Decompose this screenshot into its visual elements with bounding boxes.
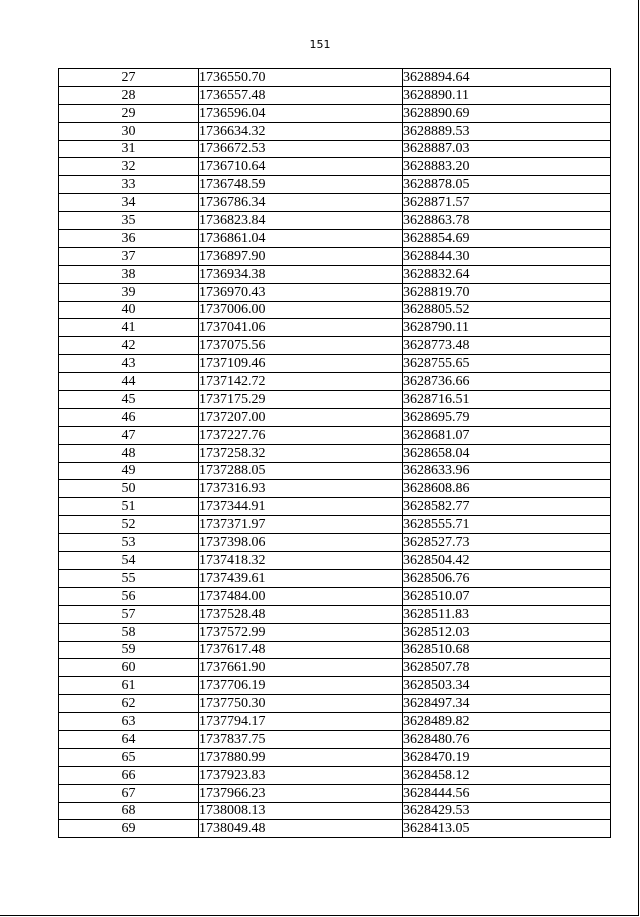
y-coordinate-cell: 3628871.57: [403, 194, 611, 212]
y-coordinate-cell: 3628890.11: [403, 86, 611, 104]
x-coordinate-cell: 1736861.04: [199, 230, 403, 248]
page-number: 151: [309, 38, 331, 51]
point-number-cell: 66: [59, 766, 199, 784]
y-coordinate-cell: 3628695.79: [403, 408, 611, 426]
y-coordinate-cell: 3628773.48: [403, 337, 611, 355]
x-coordinate-cell: 1736634.32: [199, 122, 403, 140]
point-number-cell: 59: [59, 641, 199, 659]
coordinates-table-body: [59, 69, 611, 838]
x-coordinate-cell: 1737880.99: [199, 748, 403, 766]
y-coordinate-cell: 3628497.34: [403, 695, 611, 713]
y-coordinate-cell: 3628755.65: [403, 355, 611, 373]
table-row: [59, 784, 611, 802]
y-coordinate-cell: 3628480.76: [403, 730, 611, 748]
x-coordinate-cell: 1737175.29: [199, 391, 403, 409]
table-row: [59, 86, 611, 104]
table-row: [59, 373, 611, 391]
table-row: [59, 748, 611, 766]
table-row: [59, 140, 611, 158]
y-coordinate-cell: 3628504.42: [403, 552, 611, 570]
table-row: [59, 516, 611, 534]
x-coordinate-cell: 1736710.64: [199, 158, 403, 176]
y-coordinate-cell: 3628470.19: [403, 748, 611, 766]
table-row: [59, 158, 611, 176]
point-number-cell: 56: [59, 587, 199, 605]
point-number-cell: 40: [59, 301, 199, 319]
x-coordinate-cell: 1736748.59: [199, 176, 403, 194]
point-number-cell: 39: [59, 283, 199, 301]
x-coordinate-cell: 1737966.23: [199, 784, 403, 802]
x-coordinate-cell: 1736786.34: [199, 194, 403, 212]
y-coordinate-cell: 3628503.34: [403, 677, 611, 695]
point-number-cell: 57: [59, 605, 199, 623]
point-number-cell: 38: [59, 265, 199, 283]
table-row: [59, 283, 611, 301]
x-coordinate-cell: 1737207.00: [199, 408, 403, 426]
table-row: [59, 587, 611, 605]
point-number-cell: 49: [59, 462, 199, 480]
point-number-cell: 54: [59, 552, 199, 570]
y-coordinate-cell: 3628681.07: [403, 426, 611, 444]
table-row: [59, 426, 611, 444]
y-coordinate-cell: 3628887.03: [403, 140, 611, 158]
table-row: [59, 766, 611, 784]
y-coordinate-cell: 3628506.76: [403, 569, 611, 587]
y-coordinate-cell: 3628512.03: [403, 623, 611, 641]
x-coordinate-cell: 1736970.43: [199, 283, 403, 301]
table-row: [59, 230, 611, 248]
point-number-cell: 51: [59, 498, 199, 516]
table-row: [59, 605, 611, 623]
y-coordinate-cell: 3628429.53: [403, 802, 611, 820]
point-number-cell: 58: [59, 623, 199, 641]
point-number-cell: 28: [59, 86, 199, 104]
table-row: [59, 212, 611, 230]
point-number-cell: 52: [59, 516, 199, 534]
y-coordinate-cell: 3628658.04: [403, 444, 611, 462]
y-coordinate-cell: 3628582.77: [403, 498, 611, 516]
table-row: [59, 569, 611, 587]
table-row: [59, 534, 611, 552]
x-coordinate-cell: 1737258.32: [199, 444, 403, 462]
y-coordinate-cell: 3628608.86: [403, 480, 611, 498]
point-number-cell: 65: [59, 748, 199, 766]
x-coordinate-cell: 1738008.13: [199, 802, 403, 820]
y-coordinate-cell: 3628510.68: [403, 641, 611, 659]
table-row: [59, 319, 611, 337]
point-number-cell: 47: [59, 426, 199, 444]
x-coordinate-cell: 1737837.75: [199, 730, 403, 748]
x-coordinate-cell: 1737572.99: [199, 623, 403, 641]
x-coordinate-cell: 1737661.90: [199, 659, 403, 677]
table-row: [59, 820, 611, 838]
point-number-cell: 60: [59, 659, 199, 677]
table-row: [59, 391, 611, 409]
table-row: [59, 552, 611, 570]
y-coordinate-cell: 3628863.78: [403, 212, 611, 230]
table-row: [59, 355, 611, 373]
point-number-cell: 46: [59, 408, 199, 426]
y-coordinate-cell: 3628790.11: [403, 319, 611, 337]
y-coordinate-cell: 3628444.56: [403, 784, 611, 802]
x-coordinate-cell: 1737344.91: [199, 498, 403, 516]
point-number-cell: 45: [59, 391, 199, 409]
x-coordinate-cell: 1737398.06: [199, 534, 403, 552]
x-coordinate-cell: 1737288.05: [199, 462, 403, 480]
point-number-cell: 67: [59, 784, 199, 802]
table-row: [59, 194, 611, 212]
x-coordinate-cell: 1737528.48: [199, 605, 403, 623]
table-row: [59, 408, 611, 426]
x-coordinate-cell: 1736934.38: [199, 265, 403, 283]
point-number-cell: 44: [59, 373, 199, 391]
table-row: [59, 480, 611, 498]
point-number-cell: 35: [59, 212, 199, 230]
point-number-cell: 30: [59, 122, 199, 140]
y-coordinate-cell: 3628854.69: [403, 230, 611, 248]
table-row: [59, 730, 611, 748]
point-number-cell: 55: [59, 569, 199, 587]
point-number-cell: 43: [59, 355, 199, 373]
table-row: [59, 69, 611, 87]
y-coordinate-cell: 3628489.82: [403, 713, 611, 731]
point-number-cell: 63: [59, 713, 199, 731]
x-coordinate-cell: 1738049.48: [199, 820, 403, 838]
x-coordinate-cell: 1737617.48: [199, 641, 403, 659]
table-row: [59, 462, 611, 480]
y-coordinate-cell: 3628716.51: [403, 391, 611, 409]
point-number-cell: 31: [59, 140, 199, 158]
x-coordinate-cell: 1737794.17: [199, 713, 403, 731]
y-coordinate-cell: 3628883.20: [403, 158, 611, 176]
x-coordinate-cell: 1737750.30: [199, 695, 403, 713]
point-number-cell: 41: [59, 319, 199, 337]
table-row: [59, 122, 611, 140]
table-row: [59, 641, 611, 659]
x-coordinate-cell: 1737371.97: [199, 516, 403, 534]
point-number-cell: 50: [59, 480, 199, 498]
y-coordinate-cell: 3628510.07: [403, 587, 611, 605]
x-coordinate-cell: 1737075.56: [199, 337, 403, 355]
x-coordinate-cell: 1737227.76: [199, 426, 403, 444]
y-coordinate-cell: 3628894.64: [403, 69, 611, 87]
y-coordinate-cell: 3628413.05: [403, 820, 611, 838]
y-coordinate-cell: 3628633.96: [403, 462, 611, 480]
point-number-cell: 68: [59, 802, 199, 820]
y-coordinate-cell: 3628805.52: [403, 301, 611, 319]
y-coordinate-cell: 3628878.05: [403, 176, 611, 194]
y-coordinate-cell: 3628819.70: [403, 283, 611, 301]
point-number-cell: 53: [59, 534, 199, 552]
x-coordinate-cell: 1736550.70: [199, 69, 403, 87]
table-row: [59, 301, 611, 319]
y-coordinate-cell: 3628555.71: [403, 516, 611, 534]
table-row: [59, 677, 611, 695]
coordinates-table: [58, 68, 611, 838]
table-row: [59, 498, 611, 516]
point-number-cell: 37: [59, 247, 199, 265]
y-coordinate-cell: 3628511.83: [403, 605, 611, 623]
x-coordinate-cell: 1736897.90: [199, 247, 403, 265]
point-number-cell: 29: [59, 104, 199, 122]
point-number-cell: 33: [59, 176, 199, 194]
x-coordinate-cell: 1737316.93: [199, 480, 403, 498]
point-number-cell: 27: [59, 69, 199, 87]
y-coordinate-cell: 3628736.66: [403, 373, 611, 391]
table-row: [59, 623, 611, 641]
y-coordinate-cell: 3628458.12: [403, 766, 611, 784]
table-row: [59, 247, 611, 265]
table-row: [59, 444, 611, 462]
point-number-cell: 62: [59, 695, 199, 713]
table-row: [59, 713, 611, 731]
table-row: [59, 659, 611, 677]
point-number-cell: 61: [59, 677, 199, 695]
y-coordinate-cell: 3628527.73: [403, 534, 611, 552]
y-coordinate-cell: 3628844.30: [403, 247, 611, 265]
x-coordinate-cell: 1737484.00: [199, 587, 403, 605]
point-number-cell: 34: [59, 194, 199, 212]
point-number-cell: 64: [59, 730, 199, 748]
table-row: [59, 176, 611, 194]
y-coordinate-cell: 3628890.69: [403, 104, 611, 122]
x-coordinate-cell: 1736596.04: [199, 104, 403, 122]
table-row: [59, 802, 611, 820]
point-number-cell: 69: [59, 820, 199, 838]
y-coordinate-cell: 3628507.78: [403, 659, 611, 677]
x-coordinate-cell: 1737109.46: [199, 355, 403, 373]
point-number-cell: 32: [59, 158, 199, 176]
point-number-cell: 48: [59, 444, 199, 462]
x-coordinate-cell: 1737006.00: [199, 301, 403, 319]
x-coordinate-cell: 1737923.83: [199, 766, 403, 784]
table-row: [59, 695, 611, 713]
point-number-cell: 42: [59, 337, 199, 355]
x-coordinate-cell: 1736823.84: [199, 212, 403, 230]
y-coordinate-cell: 3628832.64: [403, 265, 611, 283]
x-coordinate-cell: 1737041.06: [199, 319, 403, 337]
table-row: [59, 337, 611, 355]
x-coordinate-cell: 1737706.19: [199, 677, 403, 695]
x-coordinate-cell: 1737418.32: [199, 552, 403, 570]
x-coordinate-cell: 1736557.48: [199, 86, 403, 104]
x-coordinate-cell: 1737142.72: [199, 373, 403, 391]
x-coordinate-cell: 1736672.53: [199, 140, 403, 158]
x-coordinate-cell: 1737439.61: [199, 569, 403, 587]
table-row: [59, 104, 611, 122]
point-number-cell: 36: [59, 230, 199, 248]
y-coordinate-cell: 3628889.53: [403, 122, 611, 140]
table-row: [59, 265, 611, 283]
